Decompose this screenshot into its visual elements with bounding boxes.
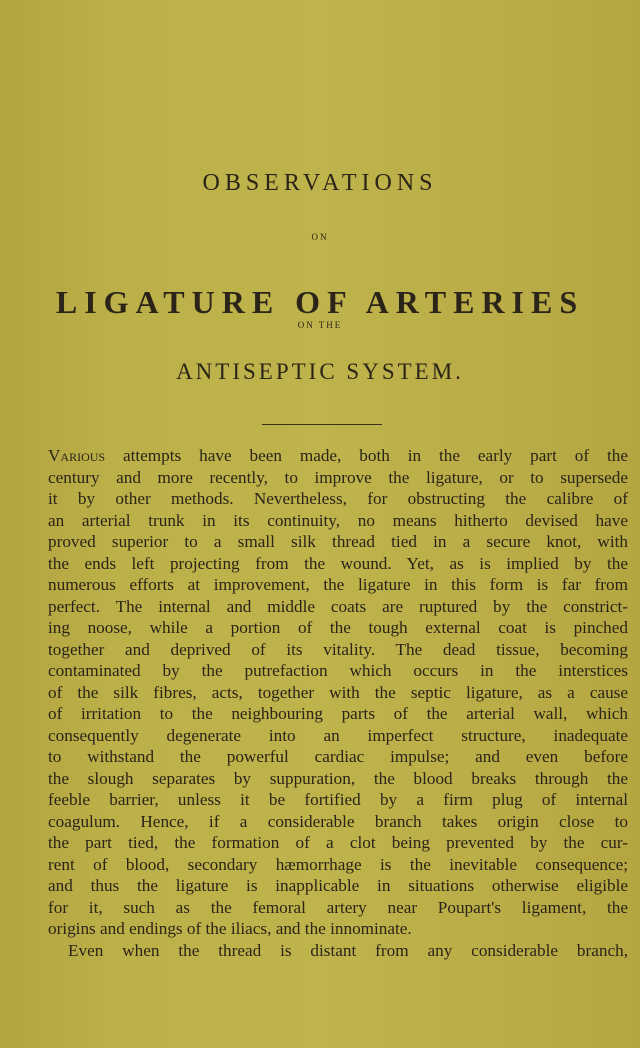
text-line: Even when the thread is distant from any considerable branch, bbox=[68, 940, 628, 960]
text-line: contaminated by the putrefaction which occurs in the interstices bbox=[48, 661, 628, 680]
text-line: coagulum. Hence, if a considerable branch takes origin close to bbox=[48, 811, 628, 831]
text-line: numerous efforts at improvement, the ligature in this form is far from bbox=[48, 575, 628, 594]
text-line: an arterial trunk in its continuity, no means hitherto devised have bbox=[48, 510, 628, 530]
text-line bbox=[48, 445, 628, 467]
text-line: of irritation to the neighbouring parts of the arterial wall, which bbox=[48, 704, 628, 723]
title-divider-rule bbox=[262, 424, 382, 425]
title-observations: OBSERVATIONS bbox=[202, 170, 438, 196]
text-line: of the silk fibres, acts, together with the septic ligature, as a cause bbox=[48, 682, 628, 702]
text-line: the ends left projecting from the wound. Yet, as is implied by the bbox=[48, 553, 628, 573]
first-word: Various bbox=[48, 446, 106, 465]
text-line: together and deprived of its vitality. The dead tissue, becoming bbox=[48, 639, 628, 659]
text-line: ing noose, while a portion of the tough external coat is pinched bbox=[48, 618, 628, 637]
text-line: perfect. The internal and middle coats are ruptured by the constrict- bbox=[48, 596, 628, 616]
text-line: rent of blood, secondary hæmorrhage is the inevitable consequence; bbox=[48, 854, 628, 874]
text-line: it by other methods. Nevertheless, for obstructing the calibre of bbox=[48, 489, 628, 508]
text-line: the part tied, the formation of a clot being prevented by the cur- bbox=[48, 833, 628, 852]
text-line: feeble barrier, unless it be fortified by a firm plug of internal bbox=[48, 790, 628, 809]
text-line-rest: attempts have been made, both in the early part of the bbox=[105, 446, 628, 465]
text-line: and thus the ligature is inapplicable in situations otherwise eligible bbox=[48, 876, 628, 895]
text-line: to withstand the powerful cardiac impulse; and even before bbox=[48, 747, 628, 766]
text-line: for it, such as the femoral artery near Poupart's ligament, the bbox=[48, 897, 628, 917]
title-antiseptic-system: ANTISEPTIC SYSTEM. bbox=[176, 359, 464, 384]
title-on-the: ON THE bbox=[297, 320, 343, 330]
text-line: origins and endings of the iliacs, and the innominate. bbox=[48, 919, 412, 938]
body-paragraph bbox=[48, 445, 628, 961]
title-on: ON bbox=[311, 232, 329, 242]
text-line: consequently degenerate into an imperfect structure, inadequate bbox=[48, 725, 628, 745]
text-line: the slough separates by suppuration, the blood breaks through the bbox=[48, 768, 628, 788]
title-ligature-of-arteries: LIGATURE OF ARTERIES bbox=[55, 284, 585, 320]
text-line: proved superior to a small silk thread tied in a secure knot, with bbox=[48, 532, 628, 551]
text-line: century and more recently, to improve the ligature, or to supersede bbox=[48, 467, 628, 487]
